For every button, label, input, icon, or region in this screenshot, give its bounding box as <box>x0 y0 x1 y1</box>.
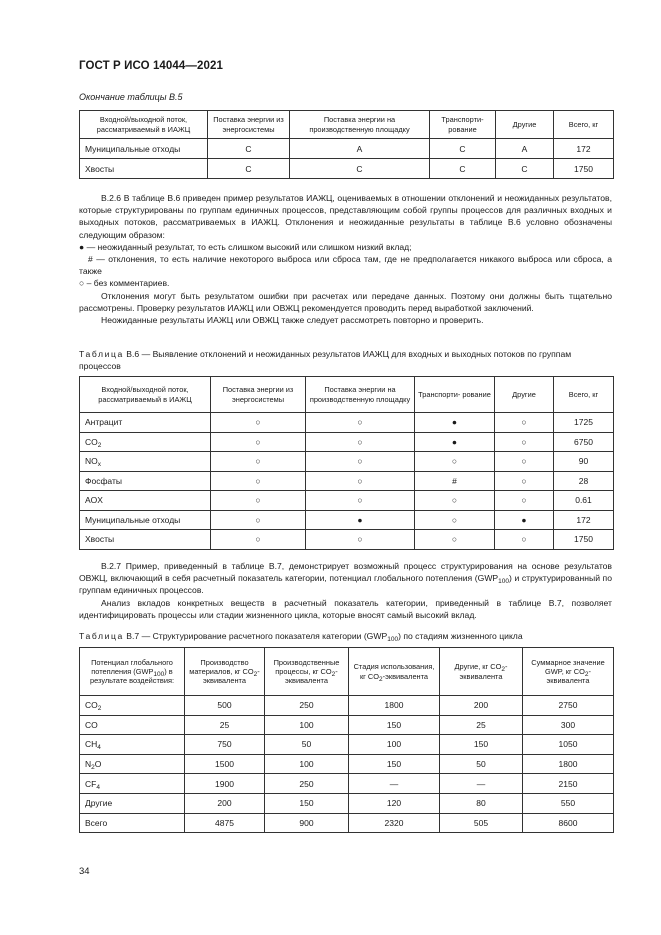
result-marker: ○ <box>306 530 415 550</box>
row-label-subscript: 4 <box>97 744 101 752</box>
table-cell: — <box>349 774 440 794</box>
table-b5 <box>79 110 614 179</box>
result-marker: ○ <box>495 452 554 472</box>
row-label <box>80 735 185 755</box>
legend-line-unexpected: ● — неожиданный результат, то есть слишком высокий или слишком низкий вклад; <box>79 241 412 252</box>
result-marker: ○ <box>211 491 306 511</box>
row-label <box>80 471 211 491</box>
table-cell: 150 <box>440 735 523 755</box>
table-cell: 100 <box>349 735 440 755</box>
table-header-row <box>80 111 614 139</box>
row-label-text: N <box>85 759 92 770</box>
table-header-cell: Транспорти- рование <box>430 111 496 139</box>
table-cell: С <box>430 159 496 179</box>
table-cell: 2150 <box>523 774 614 794</box>
row-label: Муниципальные отходы <box>80 139 208 159</box>
table-row <box>80 793 614 813</box>
result-marker: ○ <box>495 432 554 452</box>
result-marker: ○ <box>415 530 495 550</box>
result-marker: ○ <box>306 471 415 491</box>
table-header-row <box>80 377 614 413</box>
table-cell: — <box>440 774 523 794</box>
row-label-text: CO <box>85 719 98 730</box>
table-row <box>80 774 614 794</box>
table-cell: 172 <box>554 139 614 159</box>
table-cell: 6750 <box>554 432 614 452</box>
table-row <box>80 754 614 774</box>
row-label-text: Муниципальные отходы <box>85 514 181 525</box>
table-b7 <box>79 647 614 833</box>
row-label <box>80 793 185 813</box>
table-cell: 80 <box>440 793 523 813</box>
table-cell: 90 <box>554 452 614 472</box>
table-header-cell: Суммарное значение GWP, кг $CO_2$-эквивалента <box>523 648 614 696</box>
result-marker: ● <box>415 413 495 433</box>
row-label-subscript: x <box>97 461 101 469</box>
table-cell: 1800 <box>349 696 440 716</box>
table-cell: 1750 <box>554 159 614 179</box>
row-label <box>80 510 211 530</box>
table-row <box>80 530 614 550</box>
result-marker: ● <box>306 510 415 530</box>
table-cell: С <box>208 159 290 179</box>
result-marker: ○ <box>495 413 554 433</box>
table-header-cell: Поставка энергии на производственную площадку <box>306 377 415 413</box>
table-header-cell: Производство материалов, кг $CO_2$-эквивалента <box>185 648 265 696</box>
row-label-subscript: 2 <box>91 764 95 772</box>
table-row <box>80 735 614 755</box>
table-cell: 150 <box>349 715 440 735</box>
result-marker: ○ <box>415 510 495 530</box>
result-marker: ○ <box>306 413 415 433</box>
row-label-text: NO <box>85 456 98 467</box>
result-marker: ○ <box>415 491 495 511</box>
result-marker: ○ <box>495 491 554 511</box>
table-cell: С <box>496 159 554 179</box>
table-cell: А <box>290 139 430 159</box>
table-cell: 900 <box>265 813 349 833</box>
table-header-cell: Поставка энергии на производственную площадку <box>290 111 430 139</box>
table-row <box>80 715 614 735</box>
table-cell: 8600 <box>523 813 614 833</box>
page-number: 34 <box>79 866 90 877</box>
result-marker: ○ <box>211 530 306 550</box>
row-label <box>80 754 185 774</box>
row-label-subscript: 4 <box>96 783 100 791</box>
table-header-cell: Потенциал глобального потепления $(GWP_{100})$ в результате воздействия: <box>80 648 185 696</box>
row-label-text: CO <box>85 700 98 711</box>
table-row <box>80 813 614 833</box>
table-cell: 100 <box>265 754 349 774</box>
result-marker: ○ <box>211 471 306 491</box>
table-header-cell: Всего, кг <box>554 377 614 413</box>
row-label-text: Фосфаты <box>85 475 122 486</box>
table-cell: 505 <box>440 813 523 833</box>
paragraph: Анализ вкладов конкретных веществ в расчетный показатель категории, приведенный в таблице В.7, позволяет идентифицировать процессы или стадии жизненного цикла, которые вносят самый высокий вклад. <box>79 597 612 620</box>
table-row <box>80 471 614 491</box>
table-b5-caption: Окончание таблицы В.5 <box>79 92 183 102</box>
table-header-cell: Входной/выходной поток, рассматриваемый в ИАЖЦ <box>80 111 208 139</box>
row-label-text: CF <box>85 778 97 789</box>
row-label-subscript: 2 <box>97 441 102 449</box>
table-header-cell: Входной/выходной поток, рассматриваемый в ИАЖЦ <box>80 377 211 413</box>
table-b6-caption <box>79 348 612 372</box>
table-cell: С <box>430 139 496 159</box>
table-row <box>80 413 614 433</box>
table-row <box>80 452 614 472</box>
paragraph: Неожиданные результаты ИАЖЦ или ОВЖЦ также следует рассмотреть повторно и проверить. <box>101 315 484 326</box>
result-marker: ○ <box>495 471 554 491</box>
result-marker: ○ <box>306 491 415 511</box>
table-cell: 1500 <box>185 754 265 774</box>
result-marker: ○ <box>211 432 306 452</box>
result-marker: ○ <box>306 432 415 452</box>
table-cell: 1725 <box>554 413 614 433</box>
table-header-row <box>80 648 614 696</box>
table-b6 <box>79 376 614 550</box>
table-cell: 250 <box>265 696 349 716</box>
table-cell: А <box>496 139 554 159</box>
row-label: Хвосты <box>80 159 208 179</box>
legend-line-deviation: # — отклонения, то есть наличие некоторого выброса или сброса там, где не предполагается никакого выброса или сброса, а также <box>79 254 612 277</box>
table-cell: 1750 <box>554 530 614 550</box>
result-marker: ○ <box>211 413 306 433</box>
table-cell: 172 <box>554 510 614 530</box>
row-label-text: Хвосты <box>85 534 115 545</box>
result-marker: ○ <box>211 452 306 472</box>
row-label <box>80 452 211 472</box>
table-cell: 4875 <box>185 813 265 833</box>
row-label-text: Антрацит <box>85 417 123 428</box>
row-label <box>80 813 185 833</box>
table-cell: С <box>290 159 430 179</box>
table-cell: 120 <box>349 793 440 813</box>
table-header-cell: Другие, кг $CO_2$-эквивалента <box>440 648 523 696</box>
result-marker: ○ <box>415 452 495 472</box>
table-header-cell: Поставка энергии из энергосистемы <box>211 377 306 413</box>
table-header-cell: Другие <box>495 377 554 413</box>
table-cell: 50 <box>265 735 349 755</box>
legend-line-no-comment: ○ – без комментариев. <box>79 278 170 289</box>
table-header-cell: Стадия использования, кг $CO_2$-эквивалента <box>349 648 440 696</box>
table-caption-label: Таблица <box>79 631 124 641</box>
table-cell: 25 <box>440 715 523 735</box>
row-label-text: O <box>94 759 102 770</box>
table-cell: 25 <box>185 715 265 735</box>
section-b26-text <box>79 192 612 326</box>
table-row <box>80 510 614 530</box>
table-cell: 500 <box>185 696 265 716</box>
result-marker: ○ <box>306 452 415 472</box>
table-caption-label: Таблица <box>79 349 124 359</box>
paragraph: В.2.6 В таблице В.6 приведен пример результатов ИАЖЦ, оцениваемых в отношении отклонений и неожиданных результатов, которые структурированы по группам единичных процессов, представляющим собой группы процессов для различных входных и выходных потоков, рассматриваемых в ИАЖЦ. Отклонения и неожиданные результаты в таблице В.6 условно обозначены следующим образом: <box>79 193 612 240</box>
result-marker: ● <box>495 510 554 530</box>
table-cell: 300 <box>523 715 614 735</box>
table-b7-caption <box>79 630 612 642</box>
paragraph: В.2.7 Пример, приведенный в таблице В.7, демонстрирует возможный процесс структурирования на основе результатов ОВЖЦ, включающий в себя расчетный показатель категории, потенциал глобального потепления $(GWP_{100})$ и структурированный по группам единичных процессов. <box>79 561 612 596</box>
row-label <box>80 774 185 794</box>
row-label-text: AOX <box>85 495 103 506</box>
table-cell: 0.61 <box>554 491 614 511</box>
table-header-cell: Транспорти- рование <box>415 377 495 413</box>
result-marker: ● <box>415 432 495 452</box>
table-cell: 1050 <box>523 735 614 755</box>
table-cell: 2750 <box>523 696 614 716</box>
table-cell: 2320 <box>349 813 440 833</box>
table-caption-text: В.6 — Выявление отклонений и неожиданных результатов ИАЖЦ для входных и выходных потоков по группам процессов <box>79 349 572 371</box>
table-header-cell: Всего, кг <box>554 111 614 139</box>
result-marker: ○ <box>211 510 306 530</box>
row-label-subscript: 2 <box>97 705 102 713</box>
table-row <box>80 159 614 179</box>
table-cell: 50 <box>440 754 523 774</box>
paragraph: Отклонения могут быть результатом ошибки при расчетах или передаче данных. Поэтому они должны быть тщательно рассмотрены. Проверку результатов ИАЖЦ или ОВЖЦ рекомендуется проводить перед выработкой заключений. <box>79 290 612 313</box>
table-caption-text: В.7 — Структурирование расчетного показателя категории $(GWP_{100})$ по стадиям жизненного цикла <box>126 631 523 643</box>
row-label <box>80 491 211 511</box>
table-row <box>80 432 614 452</box>
table-header-cell: Производственные процессы, кг $CO_2$-эквивалента <box>265 648 349 696</box>
table-row <box>80 491 614 511</box>
table-cell: 28 <box>554 471 614 491</box>
table-cell: 150 <box>349 754 440 774</box>
row-label <box>80 530 211 550</box>
row-label <box>80 413 211 433</box>
table-header-cell: Другие <box>496 111 554 139</box>
table-row <box>80 696 614 716</box>
document-title: ГОСТ Р ИСО 14044—2021 <box>79 60 224 72</box>
row-label <box>80 432 211 452</box>
table-row <box>80 139 614 159</box>
table-cell: 200 <box>185 793 265 813</box>
table-cell: 200 <box>440 696 523 716</box>
table-header-cell: Поставка энергии из энергосистемы <box>208 111 290 139</box>
section-b27-text <box>79 560 612 621</box>
result-marker: ○ <box>495 530 554 550</box>
row-label <box>80 696 185 716</box>
table-cell: 750 <box>185 735 265 755</box>
table-cell: 250 <box>265 774 349 794</box>
row-label-text: Другие <box>85 798 113 809</box>
table-cell: С <box>208 139 290 159</box>
row-label-text: CH <box>85 739 98 750</box>
table-cell: 100 <box>265 715 349 735</box>
table-cell: 550 <box>523 793 614 813</box>
table-cell: 1900 <box>185 774 265 794</box>
row-label <box>80 715 185 735</box>
result-marker: # <box>415 471 495 491</box>
row-label-text: Всего <box>85 817 108 828</box>
table-cell: 150 <box>265 793 349 813</box>
table-cell: 1800 <box>523 754 614 774</box>
row-label-text: CO <box>85 436 98 447</box>
